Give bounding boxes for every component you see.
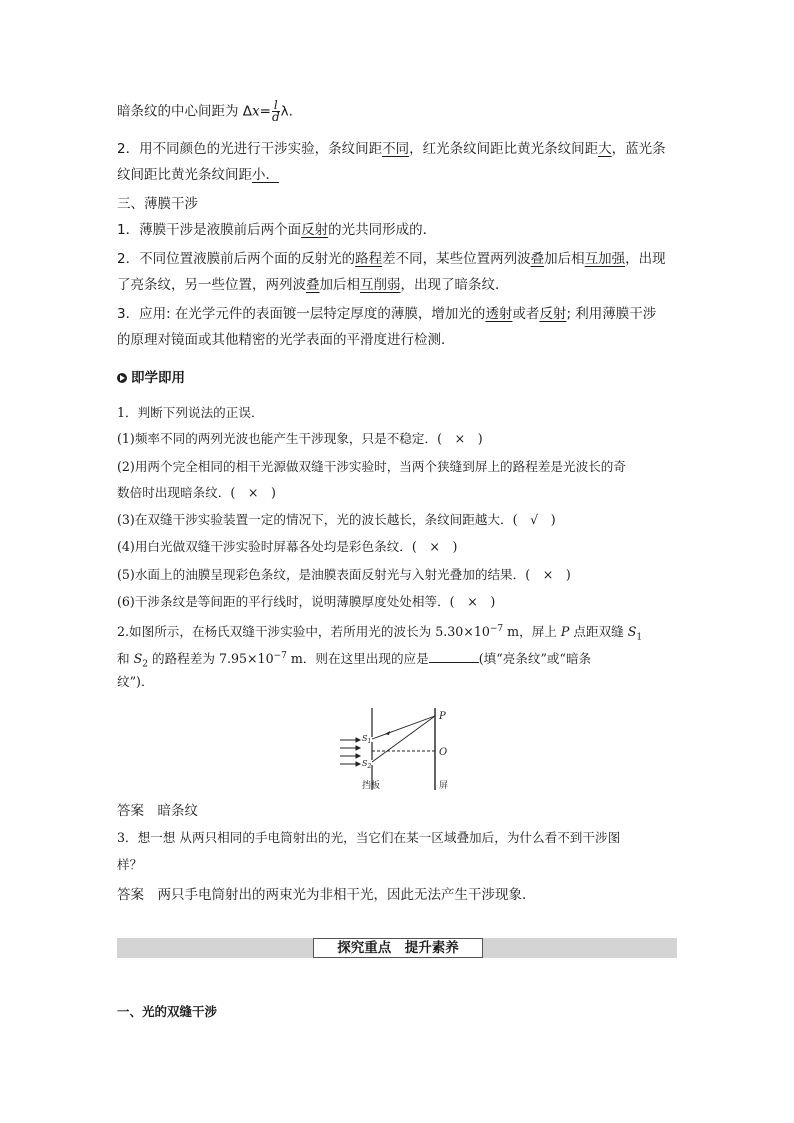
section-banner [117,938,677,958]
practice-heading: 即学即用 [117,369,185,387]
fraction-l-over-d: $\frac{l}{d}$ [271,98,280,124]
section3-p2-line1: 2．不同位置液膜前后两个面的反射光的路程差不同，某些位置两列波叠加后相互加强，出现 [117,251,666,267]
practice-item-6: (6)干涉条纹是等间距的平行线时，说明薄膜厚度处处相等．( × ) [117,594,496,609]
practice-q3-line2: 样？ [117,857,143,872]
answer-blank [429,650,479,663]
label-p: P [439,711,446,722]
point2-line2: 纹间距比黄光条纹间距小． [117,167,279,183]
label-s1: $S_1$ [362,734,372,745]
label-screen: 屏 [439,781,449,791]
practice-item-2-cont: 数倍时出现暗条纹．( × ) [117,485,276,500]
section3-p1: 1．薄膜干涉是液膜前后两个面反射的光共同形成的． [117,222,437,238]
bullet-icon [117,373,127,383]
double-slit-diagram [338,704,468,794]
incident-light-arrows [340,738,360,766]
practice-q3-line1: 3．想一想 从两只相同的手电筒射出的光，当它们在某一区域叠加后，为什么看不到干涉图 [117,830,621,845]
section3-p3-line1: 3．应用: 在光学元件的表面镀一层特定厚度的薄膜，增加光的透射或者反射; 利用薄膜干涉 [117,306,657,322]
ray-s2-p [372,716,435,762]
section3-p2-line2: 了亮条纹，另一些位置，两列波叠加后相互削弱，出现了暗条纹． [117,277,509,293]
practice-q2-line1: 2.如图所示，在杨氏双缝干涉实验中，若所用光的波长为 $5.30\times 10^{-7}$ m，屏上 P 点距双缝 $S_1$ [117,624,643,643]
spacing-formula-line: 暗条纹的中心间距为 Δx= $\frac{l}{d}$ λ. [117,98,293,124]
label-o: O [439,747,448,758]
section1-title: 一、光的双缝干涉 [117,1004,218,1019]
answer2-line: 答案 暗条纹 [117,803,198,819]
section3-p3-line2: 的原理对镜面或其他精密的光学表面的平滑度进行检测． [117,332,455,348]
practice-q1: 1．判断下列说法的正误． [117,405,264,420]
practice-item-5: (5)水面上的油膜呈现彩色条纹，是油膜表面反射光与入射光叠加的结果．( × ) [117,567,571,582]
practice-item-1: (1)频率不同的两列光波也能产生干涉现象，只是不稳定．( × ) [117,431,483,446]
label-board: 挡板 [362,781,381,791]
practice-q2-line3: 纹”)． [117,674,154,689]
label-s2: $S_2$ [362,759,372,770]
point2-line1: 2．用不同颜色的光进行干涉实验，条纹间距不同，红光条纹间距比黄光条纹间距大，蓝光条 [117,141,666,157]
practice-item-2: (2)用两个完全相同的相干光源做双缝干涉实验时，当两个狭缝到屏上的路程差是光波长的奇 [117,459,626,474]
section3-title: 三、薄膜干涉 [117,196,198,212]
practice-item-4: (4)用白光做双缝干涉实验时屏幕各处均是彩色条纹．( × ) [117,539,458,554]
practice-q2-line2: 和 $S_2$ 的路程差为 $7.95\times 10^{-7}$ m．则在这里出现的应是 (填“亮条纹”或“暗条 [117,651,592,670]
answer3-line: 答案 两只手电筒射出的两束光为非相干光，因此无法产生干涉现象． [117,887,536,903]
banner-title: 探究重点 提升素养 [313,938,483,958]
ray-s1-p [372,716,435,739]
practice-item-3: (3)在双缝干涉实验装置一定的情况下，光的波长越长，条纹间距越大．( √ ) [117,512,556,527]
